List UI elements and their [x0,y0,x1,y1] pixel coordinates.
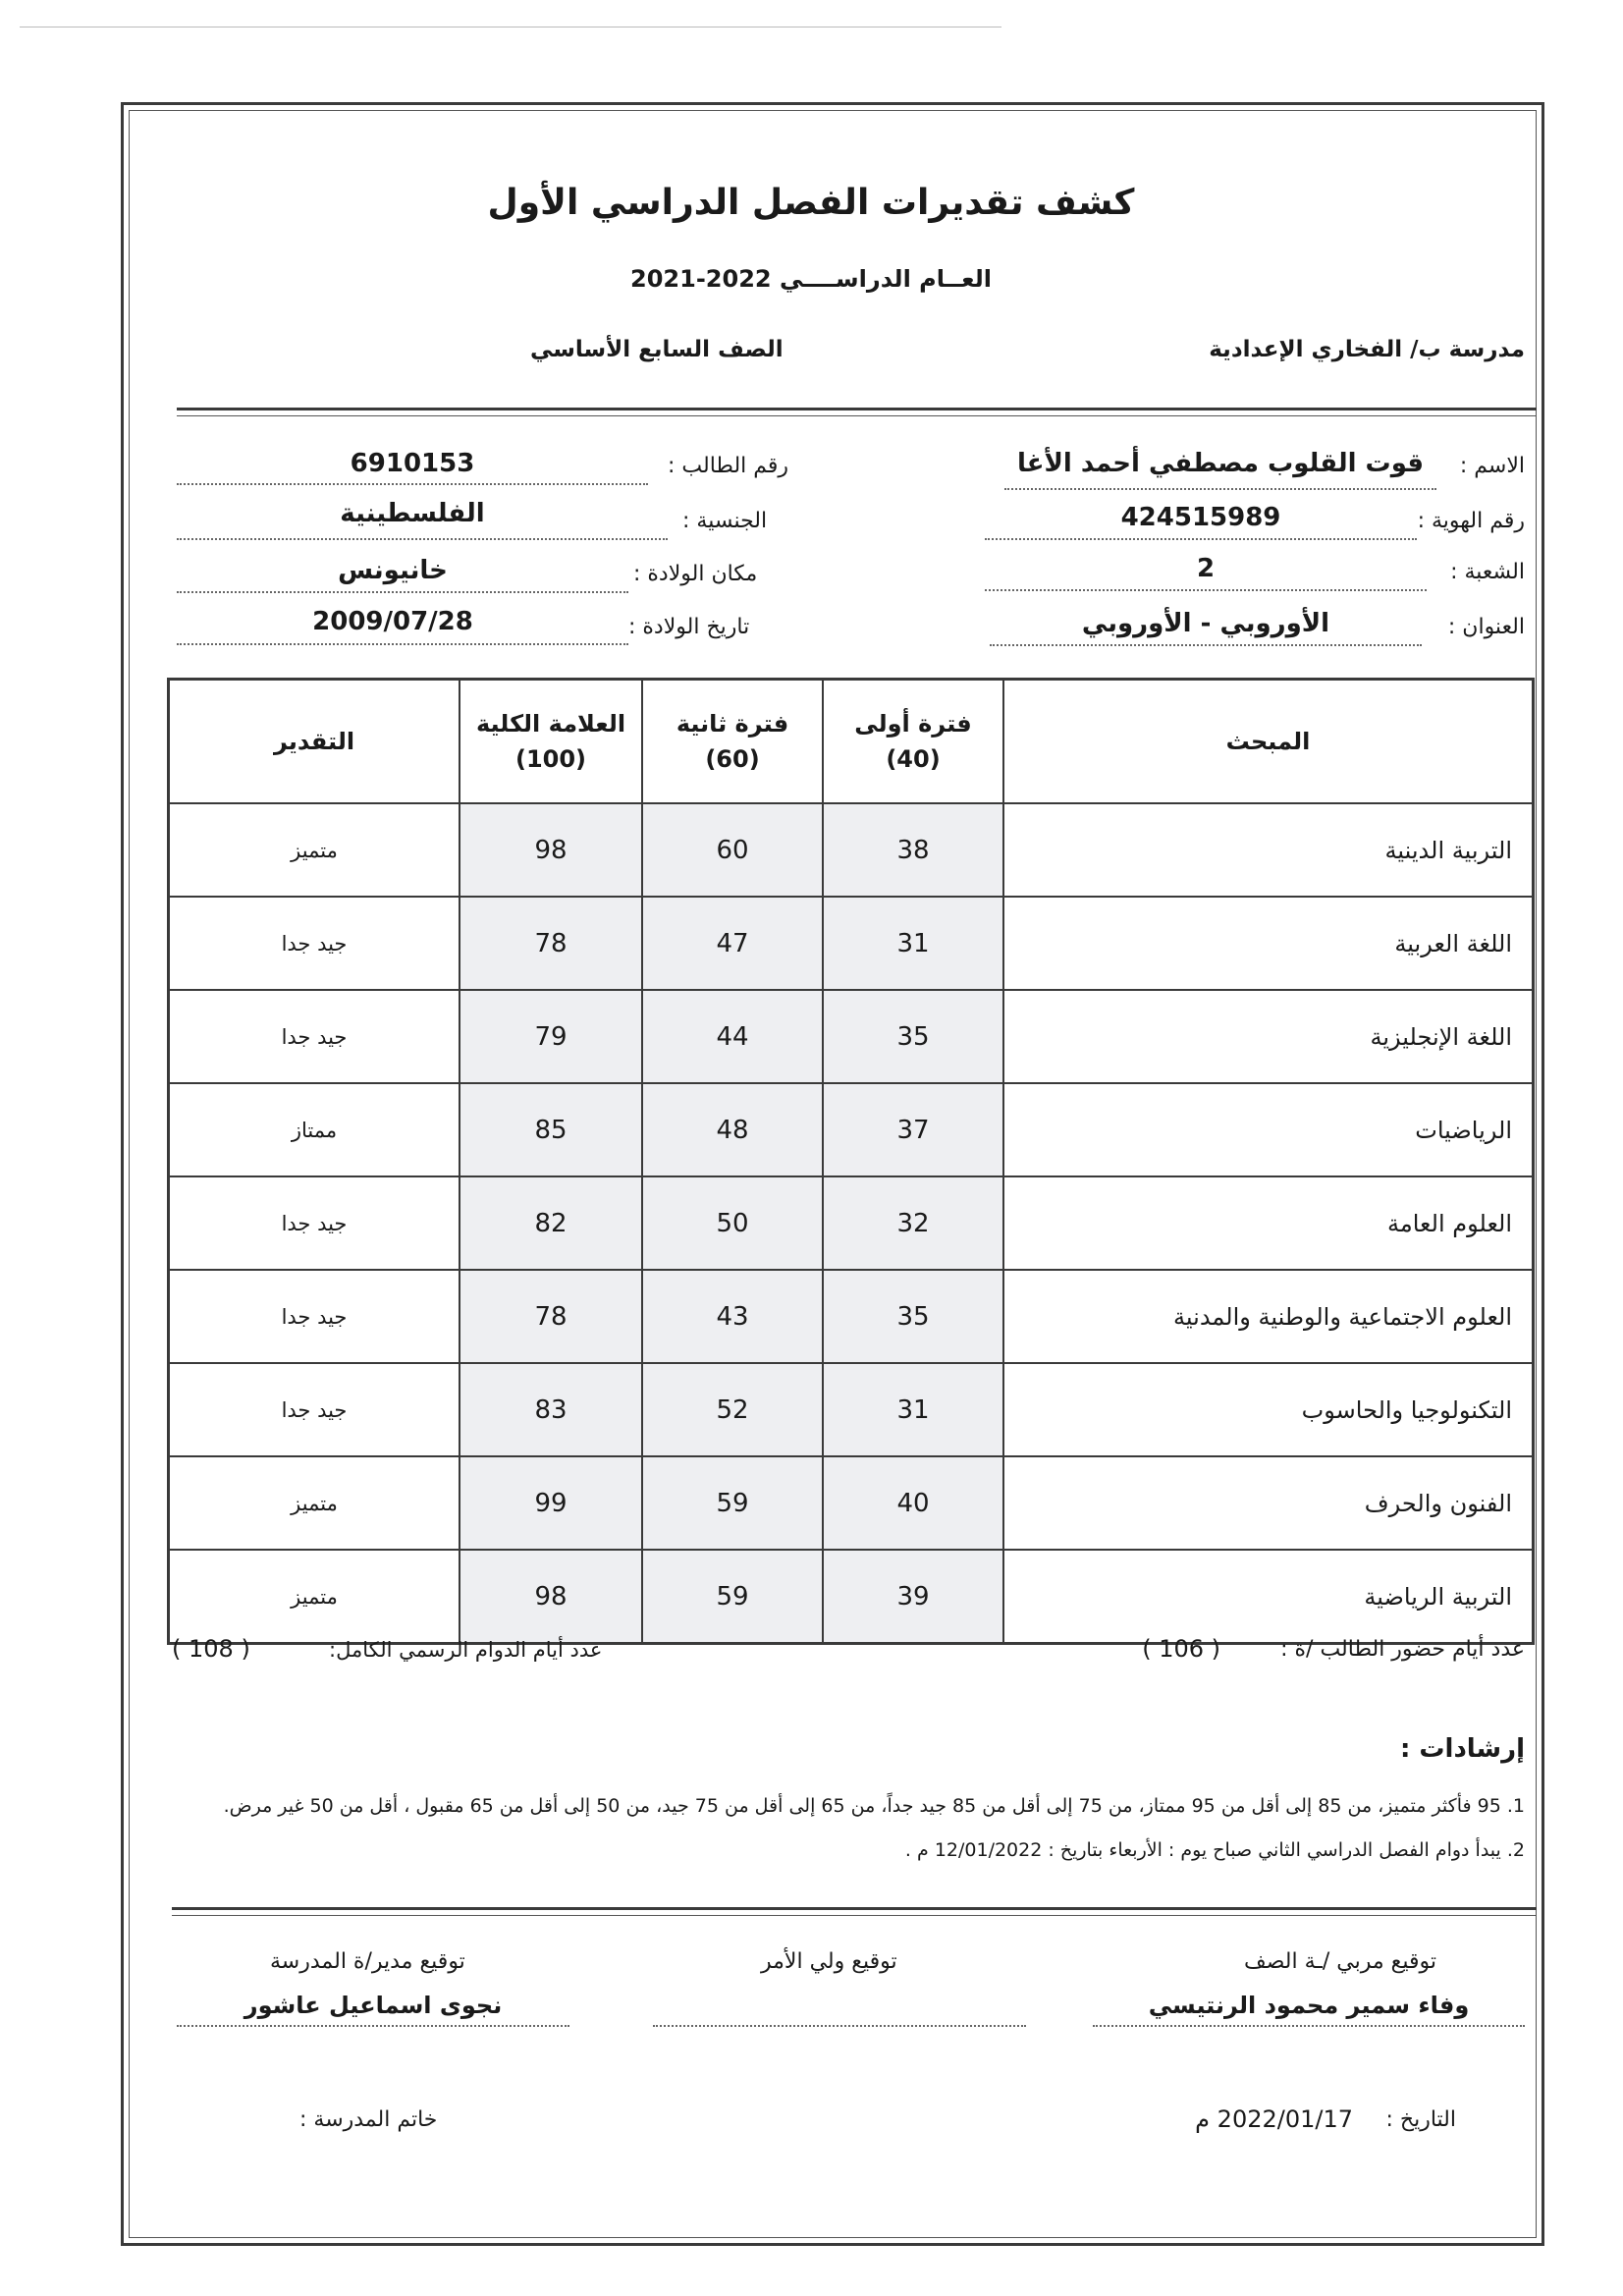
section-label: الشعبة : [1450,560,1525,584]
year-value: 2022-2021 [630,265,772,293]
subject-cell: التربية الرياضية [1003,1550,1534,1644]
id-value: 424515989 [1120,503,1281,532]
second-term-cell: 50 [642,1176,823,1270]
first-term-cell: 31 [823,897,1003,990]
guardian-signature-label: توقيع ولي الأمر [761,1949,897,1974]
document-title: كشف تقديرات الفصل الدراسي الأول [487,183,1135,223]
grade-cell: متميز [169,1550,460,1644]
total-label: العلامة الكلية [475,710,626,738]
second-term-max: (60) [705,745,760,773]
nationality-dots [177,538,668,540]
total-cell: 98 [460,1550,642,1644]
section-dots [985,589,1427,591]
first-term-cell: 35 [823,1270,1003,1363]
grade-level: الصف السابع الأساسي [530,337,784,362]
second-term-cell: 52 [642,1363,823,1456]
second-term-cell: 44 [642,990,823,1083]
first-term-cell: 39 [823,1550,1003,1644]
guardian-signature-dots [653,2025,1026,2027]
student-no-dots [177,483,648,485]
birthdate-label: تاريخ الولادة : [628,615,750,639]
table-row [169,803,1534,897]
second-term-cell: 60 [642,803,823,897]
footer-divider [172,1907,1537,1910]
instructions-title: إرشادات : [1399,1734,1525,1764]
table-row [169,1363,1534,1456]
subject-cell: العلوم الاجتماعية والوطنية والمدنية [1003,1270,1534,1363]
section-value: 2 [1196,554,1216,583]
grade-cell: متميز [169,803,460,897]
subject-cell: التكنولوجيا والحاسوب [1003,1363,1534,1456]
id-label: رقم الهوية : [1417,509,1525,533]
school-name: مدرسة ب/ الفخاري الإعدادية [1209,337,1525,362]
instruction-line-1: 1. 95 فأكثر متميز، من 85 إلى أقل من 95 ممتاز، من 75 إلى أقل من 85 جيد جداً، من 65 إلى أقل من 75 جيد، من 50 إلى أقل من 65 مقبول ، أقل من 50 غير مرض. [223,1795,1525,1817]
first-term-max: (40) [886,745,941,773]
birthplace-label: مكان الولادة : [633,562,758,586]
header-divider-thin [177,415,1537,416]
grade-cell: جيد جدا [169,1176,460,1270]
grade-cell: ممتاز [169,1083,460,1176]
total-cell: 78 [460,897,642,990]
address-value: الأوروبي - الأوروبي [1081,609,1330,638]
second-term-cell: 59 [642,1456,823,1550]
subject-cell: الرياضيات [1003,1083,1534,1176]
total-cell: 78 [460,1270,642,1363]
table-row [169,897,1534,990]
first-term-cell: 32 [823,1176,1003,1270]
total-cell: 79 [460,990,642,1083]
date-value: 2022/01/17 م [1195,2105,1353,2133]
address-dots [990,644,1422,646]
attendance-official-value: ( 108 ) [172,1635,250,1663]
year-label: العــام الدراســــي [779,265,992,293]
principal-signature-dots [177,2025,569,2027]
second-term-cell: 59 [642,1550,823,1644]
grade-cell: جيد جدا [169,1270,460,1363]
total-max: (100) [514,745,587,773]
birthplace-value: خانيونس [338,556,448,585]
table-row [169,1550,1534,1644]
name-label: الاسم : [1459,454,1525,478]
birthdate-dots [177,643,628,645]
second-term-cell: 47 [642,897,823,990]
first-term-cell: 35 [823,990,1003,1083]
total-cell: 99 [460,1456,642,1550]
table-row [169,1083,1534,1176]
grades-table [167,678,1535,1645]
table-row [169,1456,1534,1550]
first-term-cell: 31 [823,1363,1003,1456]
id-dots [985,538,1417,540]
subject-cell: العلوم العامة [1003,1176,1534,1270]
second-term-cell: 48 [642,1083,823,1176]
address-label: العنوان : [1447,615,1525,639]
student-name: قوت القلوب مصطفي أحمد الأغا [1016,449,1425,478]
attendance-present-label: عدد أيام حضور الطالب /ة : [1280,1637,1525,1662]
name-dots [1004,488,1436,490]
nationality-label: الجنسية : [682,509,768,533]
grade-cell: متميز [169,1456,460,1550]
subject-cell: الفنون والحرف [1003,1456,1534,1550]
header-divider [177,408,1537,410]
instruction-line-2: 2. يبدأ دوام الفصل الدراسي الثاني صباح يوم : الأربعاء بتاريخ : 12/01/2022 م . [904,1839,1525,1861]
principal-name: نجوى اسماعيل عاشور [243,1992,503,2019]
header-first-term [823,680,1003,804]
footer-divider-thin [172,1915,1537,1916]
grade-cell: جيد جدا [169,1363,460,1456]
birthplace-dots [177,591,628,593]
attendance-official-label: عدد أيام الدوام الرسمي الكامل: [329,1638,603,1662]
school-stamp-label: خاتم المدرسة : [299,2107,438,2132]
table-row [169,1270,1534,1363]
second-term-cell: 43 [642,1270,823,1363]
grade-cell: جيد جدا [169,990,460,1083]
subject-cell: التربية الدينية [1003,803,1534,897]
table-row [169,1176,1534,1270]
first-term-label: فترة أولى [854,710,972,738]
subject-cell: اللغة الإنجليزية [1003,990,1534,1083]
table-row [169,990,1534,1083]
table-header-row [169,680,1534,804]
student-no-value: 6910153 [350,449,475,478]
principal-signature-label: توقيع مدير/ة المدرسة [270,1949,465,1974]
total-cell: 82 [460,1176,642,1270]
teacher-signature-label: توقيع مربي /ـة الصف [1243,1949,1436,1974]
grade-cell: جيد جدا [169,897,460,990]
total-cell: 83 [460,1363,642,1456]
header-second-term [642,680,823,804]
header-grade: التقدير [169,680,460,804]
attendance-present-value: ( 106 ) [1142,1635,1220,1663]
nationality-value: الفلسطينية [340,499,485,528]
student-no-label: رقم الطالب : [668,454,789,478]
subject-cell: اللغة العربية [1003,897,1534,990]
teacher-signature-dots [1093,2025,1525,2027]
header-subject: المبحث [1003,680,1534,804]
academic-year [418,265,1204,293]
date-label: التاريخ : [1385,2107,1456,2132]
second-term-label: فترة ثانية [676,710,789,738]
header-total [460,680,642,804]
teacher-name: وفاء سمير محمود الرنتيسي [1148,1992,1470,2019]
first-term-cell: 40 [823,1456,1003,1550]
first-term-cell: 37 [823,1083,1003,1176]
total-cell: 85 [460,1083,642,1176]
total-cell: 98 [460,803,642,897]
first-term-cell: 38 [823,803,1003,897]
birthdate-value: 2009/07/28 [312,607,473,636]
